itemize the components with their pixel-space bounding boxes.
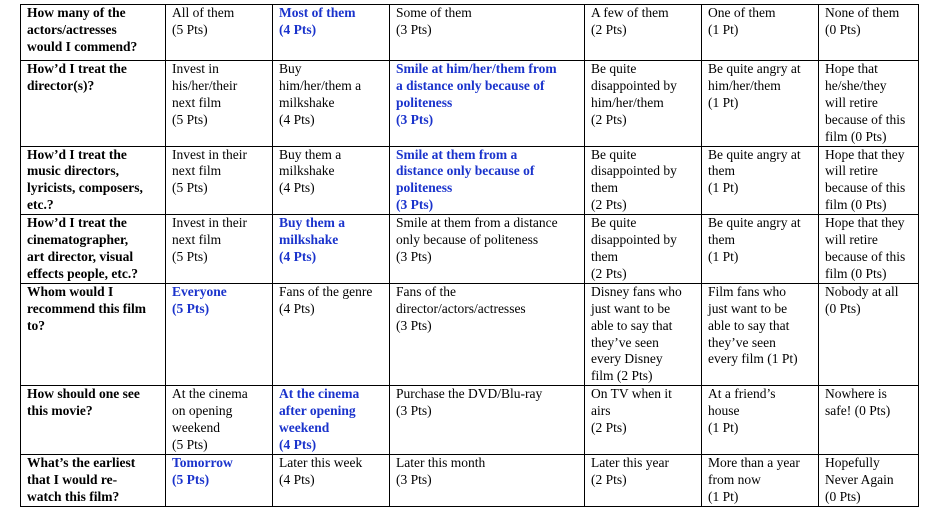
option-text-line: them bbox=[591, 180, 618, 196]
option-text-line: him/her/them bbox=[708, 77, 781, 93]
rubric-row bbox=[21, 454, 919, 506]
option-cell bbox=[585, 454, 702, 506]
option-text-line: next film bbox=[172, 232, 222, 248]
option-text-line: Hope that bbox=[825, 61, 878, 76]
selected-option-cell bbox=[166, 283, 273, 385]
option-text-line: (3 Pts) bbox=[396, 111, 434, 127]
option-text-line: Later this year bbox=[591, 454, 669, 470]
option-text-line: Smile at him/her/them from bbox=[396, 61, 557, 76]
option-text-line: film (0 Pts) bbox=[825, 265, 887, 281]
option-text-line: (2 Pts) bbox=[591, 471, 627, 487]
option-cell bbox=[702, 146, 819, 215]
option-text-line: politeness bbox=[396, 180, 453, 196]
question-text-line: actors/actresses bbox=[27, 21, 117, 37]
option-text-line: just want to be bbox=[708, 300, 788, 316]
option-text-line: safe! (0 Pts) bbox=[825, 403, 891, 419]
option-text-line: (2 Pts) bbox=[591, 197, 627, 213]
question-cell bbox=[21, 5, 166, 61]
option-text-line: Buy bbox=[279, 61, 302, 76]
option-text-line: Be quite angry at bbox=[708, 61, 801, 76]
rubric-wrapper bbox=[20, 4, 919, 507]
selected-option-cell bbox=[166, 454, 273, 506]
question-text-line: art director, visual bbox=[27, 248, 134, 264]
option-text-line: only because of politeness bbox=[396, 232, 539, 248]
option-cell bbox=[585, 283, 702, 385]
option-text-line: (1 Pt) bbox=[708, 488, 739, 504]
rubric-row bbox=[21, 146, 919, 215]
option-text-line: (3 Pts) bbox=[396, 317, 432, 333]
option-cell bbox=[585, 61, 702, 147]
option-cell bbox=[702, 454, 819, 506]
option-text-line: his/her/their bbox=[172, 77, 238, 93]
option-cell bbox=[819, 454, 919, 506]
question-text-line: Whom would I bbox=[27, 283, 114, 299]
option-cell bbox=[819, 283, 919, 385]
option-text-line: (3 Pts) bbox=[396, 471, 432, 487]
rubric-body bbox=[21, 5, 919, 507]
option-text-line: film (0 Pts) bbox=[825, 128, 887, 144]
option-text-line: they’ve seen bbox=[708, 334, 776, 350]
option-text-line: (3 Pts) bbox=[396, 248, 432, 264]
option-text-line: Buy them a bbox=[279, 215, 346, 231]
option-cell bbox=[390, 215, 585, 284]
option-text-line: (2 Pts) bbox=[591, 420, 627, 436]
option-text-line: will retire bbox=[825, 232, 878, 248]
option-text-line: will retire bbox=[825, 163, 878, 179]
rubric-row bbox=[21, 5, 919, 61]
option-text-line: (0 Pts) bbox=[825, 300, 861, 316]
option-text-line: (3 Pts) bbox=[396, 21, 432, 37]
option-text-line: On TV when it bbox=[591, 386, 672, 402]
option-cell bbox=[585, 215, 702, 284]
question-text-line: How many of the bbox=[27, 5, 126, 20]
option-text-line: him/her/them a bbox=[279, 77, 362, 93]
option-cell bbox=[819, 215, 919, 284]
option-text-line: Be quite angry at bbox=[708, 215, 801, 231]
option-cell bbox=[819, 5, 919, 61]
option-text-line: Be quite bbox=[591, 215, 637, 231]
option-text-line: able to say that bbox=[591, 317, 673, 333]
selected-option-cell bbox=[273, 386, 390, 455]
option-text-line: (1 Pt) bbox=[708, 248, 739, 264]
option-text-line: (4 Pts) bbox=[279, 300, 315, 316]
option-text-line: (5 Pts) bbox=[172, 300, 210, 316]
option-text-line: Most of them bbox=[279, 5, 356, 20]
question-text-line: lyricists, composers, bbox=[27, 180, 143, 196]
option-text-line: them bbox=[591, 248, 618, 264]
option-text-line: them bbox=[708, 163, 735, 179]
option-text-line: Later this month bbox=[396, 454, 486, 470]
option-text-line: milkshake bbox=[279, 163, 335, 179]
option-text-line: Fans of the genre bbox=[279, 283, 373, 299]
option-text-line: Smile at them from a distance bbox=[396, 215, 558, 231]
question-text-line: How’d I treat the bbox=[27, 61, 127, 76]
option-text-line: (1 Pt) bbox=[708, 21, 739, 37]
option-text-line: Later this week bbox=[279, 454, 363, 470]
option-text-line: Invest in their bbox=[172, 215, 247, 231]
option-text-line: Buy them a bbox=[279, 146, 342, 162]
option-text-line: (3 Pts) bbox=[396, 403, 432, 419]
question-cell bbox=[21, 386, 166, 455]
question-text-line: that I would re- bbox=[27, 471, 118, 487]
selected-option-cell bbox=[273, 215, 390, 284]
option-text-line: At the cinema bbox=[279, 386, 360, 402]
option-text-line: Hopefully bbox=[825, 454, 880, 470]
option-text-line: Invest in their bbox=[172, 146, 247, 162]
option-cell bbox=[702, 5, 819, 61]
option-text-line: politeness bbox=[396, 94, 453, 110]
question-cell bbox=[21, 283, 166, 385]
option-cell bbox=[166, 5, 273, 61]
option-text-line: (4 Pts) bbox=[279, 111, 315, 127]
option-text-line: Disney fans who bbox=[591, 283, 682, 299]
option-text-line: every Disney bbox=[591, 351, 663, 367]
option-text-line: next film bbox=[172, 94, 222, 110]
option-text-line: next film bbox=[172, 163, 222, 179]
question-text-line: watch this film? bbox=[27, 488, 120, 504]
rubric-row bbox=[21, 283, 919, 385]
question-text-line: recommend this film bbox=[27, 300, 146, 316]
option-cell bbox=[273, 61, 390, 147]
option-text-line: film (0 Pts) bbox=[825, 197, 887, 213]
option-text-line: weekend bbox=[172, 420, 220, 436]
option-text-line: (5 Pts) bbox=[172, 111, 208, 127]
question-text-line: effects people, etc.? bbox=[27, 265, 138, 281]
question-cell bbox=[21, 215, 166, 284]
option-text-line: (4 Pts) bbox=[279, 21, 317, 37]
question-cell bbox=[21, 454, 166, 506]
option-text-line: them bbox=[708, 232, 735, 248]
question-text-line: cinematographer, bbox=[27, 232, 129, 248]
option-cell bbox=[166, 61, 273, 147]
option-cell bbox=[166, 146, 273, 215]
option-text-line: airs bbox=[591, 403, 611, 419]
option-cell bbox=[585, 386, 702, 455]
option-text-line: (0 Pts) bbox=[825, 488, 861, 504]
option-text-line: on opening bbox=[172, 403, 233, 419]
option-text-line: weekend bbox=[279, 420, 330, 436]
option-cell bbox=[702, 386, 819, 455]
option-text-line: (5 Pts) bbox=[172, 436, 208, 452]
option-text-line: (1 Pt) bbox=[708, 94, 739, 110]
question-text-line: director(s)? bbox=[27, 77, 95, 93]
option-text-line: (5 Pts) bbox=[172, 21, 208, 37]
option-text-line: Nowhere is bbox=[825, 386, 887, 402]
option-text-line: Hope that they bbox=[825, 215, 905, 231]
option-cell bbox=[702, 283, 819, 385]
option-text-line: able to say that bbox=[708, 317, 790, 333]
option-text-line: will retire bbox=[825, 94, 878, 110]
question-text-line: How’d I treat the bbox=[27, 146, 127, 162]
option-text-line: Film fans who bbox=[708, 283, 787, 299]
option-text-line: Invest in bbox=[172, 61, 219, 76]
option-text-line: All of them bbox=[172, 5, 235, 20]
option-text-line: he/she/they bbox=[825, 77, 887, 93]
option-text-line: Hope that they bbox=[825, 146, 905, 162]
option-text-line: director/actors/actresses bbox=[396, 300, 526, 316]
option-text-line: a distance only because of bbox=[396, 77, 545, 93]
option-text-line: At the cinema bbox=[172, 386, 248, 402]
option-text-line: Be quite bbox=[591, 146, 637, 162]
option-text-line: from now bbox=[708, 471, 761, 487]
option-text-line: just want to be bbox=[591, 300, 671, 316]
option-text-line: every film (1 Pt) bbox=[708, 351, 798, 367]
option-text-line: (2 Pts) bbox=[591, 265, 627, 281]
option-text-line: Smile at them from a bbox=[396, 146, 518, 162]
option-text-line: (4 Pts) bbox=[279, 248, 317, 264]
selected-option-cell bbox=[390, 146, 585, 215]
question-text-line: How should one see bbox=[27, 386, 140, 402]
option-text-line: (2 Pts) bbox=[591, 21, 627, 37]
option-text-line: (0 Pts) bbox=[825, 21, 861, 37]
option-cell bbox=[819, 61, 919, 147]
option-text-line: milkshake bbox=[279, 232, 339, 248]
option-cell bbox=[702, 215, 819, 284]
option-text-line: disappointed by bbox=[591, 163, 677, 179]
option-text-line: film (2 Pts) bbox=[591, 368, 653, 384]
selected-option-cell bbox=[273, 5, 390, 61]
option-cell bbox=[585, 5, 702, 61]
question-text-line: etc.? bbox=[27, 197, 54, 213]
question-cell bbox=[21, 146, 166, 215]
option-text-line: (5 Pts) bbox=[172, 471, 210, 487]
question-text-line: this movie? bbox=[27, 403, 93, 419]
option-text-line: (4 Pts) bbox=[279, 471, 315, 487]
option-text-line: Purchase the DVD/Blu-ray bbox=[396, 386, 543, 402]
question-cell bbox=[21, 61, 166, 147]
option-cell bbox=[273, 146, 390, 215]
option-text-line: Nobody at all bbox=[825, 283, 899, 299]
question-text-line: to? bbox=[27, 317, 45, 333]
option-text-line: because of this bbox=[825, 180, 906, 196]
option-text-line: (1 Pt) bbox=[708, 180, 739, 196]
option-text-line: Fans of the bbox=[396, 283, 456, 299]
option-cell bbox=[819, 146, 919, 215]
option-text-line: house bbox=[708, 403, 740, 419]
option-text-line: (5 Pts) bbox=[172, 180, 208, 196]
option-cell bbox=[166, 215, 273, 284]
option-text-line: None of them bbox=[825, 5, 900, 20]
option-cell bbox=[390, 386, 585, 455]
option-cell bbox=[702, 61, 819, 147]
option-text-line: Tomorrow bbox=[172, 454, 233, 470]
question-text-line: What’s the earliest bbox=[27, 454, 136, 470]
option-text-line: (3 Pts) bbox=[396, 197, 434, 213]
option-cell bbox=[390, 454, 585, 506]
option-text-line: disappointed by bbox=[591, 232, 677, 248]
option-text-line: (1 Pt) bbox=[708, 420, 739, 436]
question-text-line: music directors, bbox=[27, 163, 119, 179]
question-text-line: How’d I treat the bbox=[27, 215, 127, 231]
rubric-row bbox=[21, 61, 919, 147]
option-text-line: At a friend’s bbox=[708, 386, 776, 402]
option-text-line: (2 Pts) bbox=[591, 111, 627, 127]
option-cell bbox=[390, 283, 585, 385]
option-text-line: One of them bbox=[708, 5, 776, 20]
option-text-line: Everyone bbox=[172, 283, 227, 299]
option-text-line: because of this bbox=[825, 111, 906, 127]
option-text-line: disappointed by bbox=[591, 77, 677, 93]
option-text-line: Some of them bbox=[396, 5, 472, 20]
option-text-line: Be quite angry at bbox=[708, 146, 801, 162]
option-cell bbox=[819, 386, 919, 455]
option-text-line: because of this bbox=[825, 248, 906, 264]
option-cell bbox=[390, 5, 585, 61]
option-text-line: Never Again bbox=[825, 471, 894, 487]
option-text-line: distance only because of bbox=[396, 163, 535, 179]
option-text-line: after opening bbox=[279, 403, 356, 419]
option-cell bbox=[273, 454, 390, 506]
option-text-line: milkshake bbox=[279, 94, 335, 110]
option-text-line: A few of them bbox=[591, 5, 669, 20]
question-text-line: would I commend? bbox=[27, 38, 138, 54]
selected-option-cell bbox=[390, 61, 585, 147]
option-cell bbox=[585, 146, 702, 215]
option-text-line: (5 Pts) bbox=[172, 248, 208, 264]
rubric-row bbox=[21, 386, 919, 455]
option-text-line: Be quite bbox=[591, 61, 637, 76]
option-text-line: (4 Pts) bbox=[279, 180, 315, 196]
option-text-line: they’ve seen bbox=[591, 334, 659, 350]
option-text-line: (4 Pts) bbox=[279, 436, 317, 452]
rubric-table bbox=[20, 4, 919, 507]
option-cell bbox=[166, 386, 273, 455]
rubric-row bbox=[21, 215, 919, 284]
option-cell bbox=[273, 283, 390, 385]
option-text-line: him/her/them bbox=[591, 94, 664, 110]
option-text-line: More than a year bbox=[708, 454, 800, 470]
